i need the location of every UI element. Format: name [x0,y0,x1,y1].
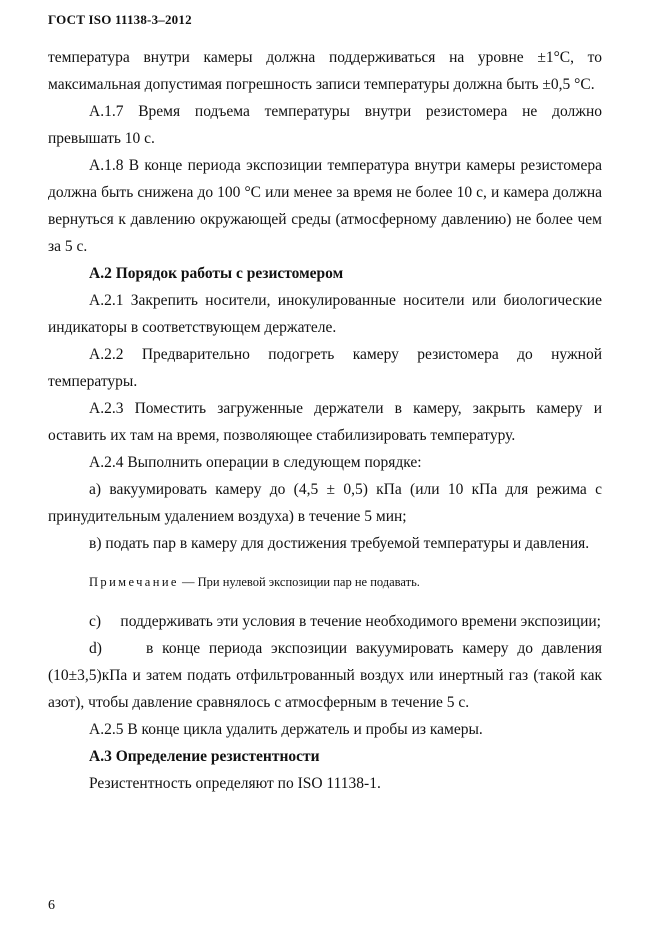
list-item-b: в) подать пар в камеру для достижения требуемой температуры и давления. [89,535,590,552]
section-heading-a-2: А.2 Порядок работы с резистомером [89,265,344,282]
paragraph-a-1-8: А.1.8 В конце периода экспозиции температура внутри камеры резистомера должна быть снижена до 100 °С или менее за время не более 10 с, и камера должна вернуться к давлению окружающей среды (атмосферному давлению) не более чем за 5 с. [48,157,602,255]
paragraph-a-1-7: А.1.7 Время подъема температуры внутри резистомера не должно превышать 10 с. [48,103,602,147]
paragraph-temperature-continued: температура внутри камеры должна поддерживаться на уровне ±1°С, то максимальная допустимая погрешность записи температуры должна быть ±0,5 °С. [48,49,602,93]
paragraph-a-2-1: А.2.1 Закрепить носители, инокулированные носители или биологические индикаторы в соответствующем держателе. [48,292,602,336]
paragraph-a-2-2: А.2.2 Предварительно подогреть камеру резистомера до нужной температуры. [48,346,602,390]
note-text: — При нулевой экспозиции пар не подавать. [178,575,420,589]
paragraph-resistance: Резистентность определяют по ISO 11138-1. [89,775,381,792]
page-number: 6 [48,898,55,913]
note [48,569,602,596]
note-label: Примечание [89,575,179,589]
list-item-a: а) вакуумировать камеру до (4,5 ± 0,5) кПа (или 10 кПа для режима с принудительным удалением воздуха) в течение 5 мин; [48,481,602,525]
paragraph-a-2-4: А.2.4 Выполнить операции в следующем порядке: [89,454,422,471]
document-body [48,44,602,797]
section-heading-a-3: А.3 Определение резистентности [89,748,320,765]
document-header: ГОСТ ISO 11138-3–2012 [48,12,192,27]
list-item-c: с) поддерживать эти условия в течение необходимого времени экспозиции; [89,613,601,630]
list-item-d: d) в конце периода экспозиции вакуумировать камеру до давления (10±3,5)кПа и затем подать отфильтрованный воздух или инертный газ (такой как азот), чтобы давление сравнялось с атмосферным в течение 5 с. [48,640,602,711]
paragraph-a-2-3: А.2.3 Поместить загруженные держатели в камеру, закрыть камеру и оставить их там на время, позволяющее стабилизировать температуру. [48,400,602,444]
paragraph-a-2-5: А.2.5 В конце цикла удалить держатель и пробы из камеры. [89,721,483,738]
